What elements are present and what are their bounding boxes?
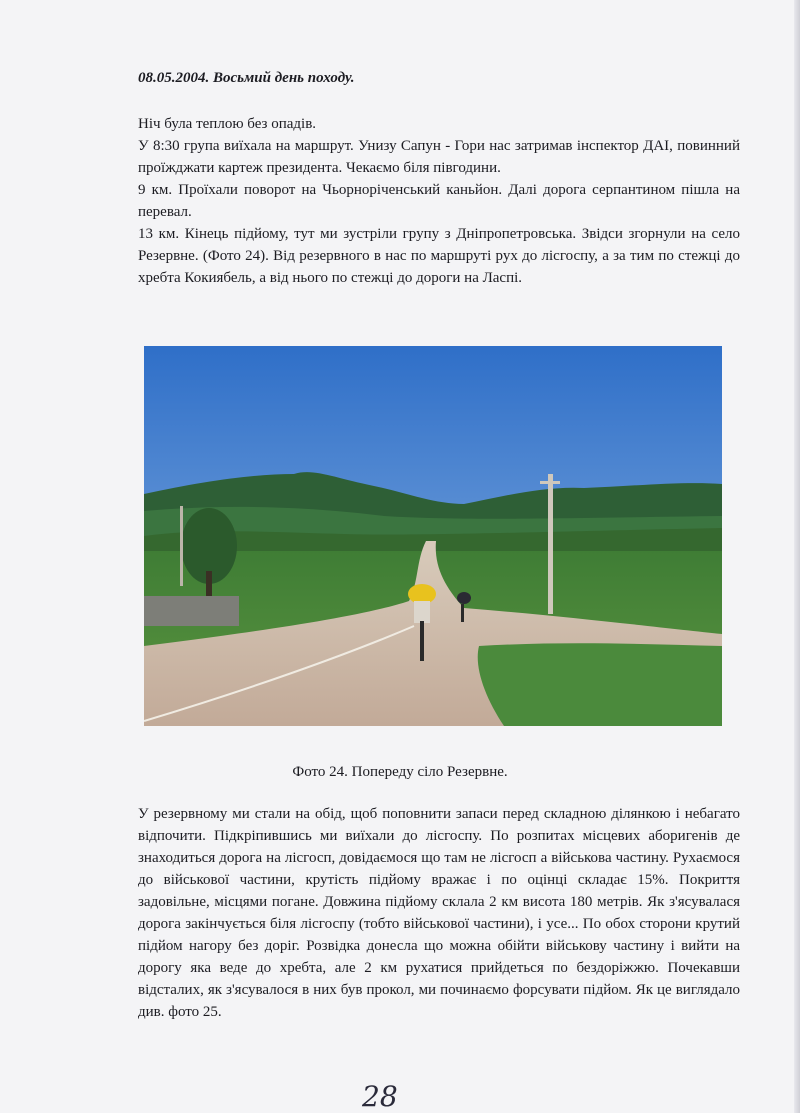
paragraph: 13 км. Кінець підйому, тут ми зустріли групу з Дніпропетровська. Звідси згорнули на село Резервне. (Фото 24). Від резервного в нас по маршруті рух до лісгоспу, а за тим по стежці до хребта Кокиябель, а від нього по стежці до дороги на Ласпі.	[138, 226, 740, 286]
page-edge-shadow	[794, 0, 800, 1113]
photo-caption: Фото 24. Попереду сіло Резервне.	[292, 764, 508, 780]
photo-road-to-rezervne	[144, 346, 722, 726]
paragraph: У резервному ми стали на обід, щоб поповнити запаси перед складною ділянкою і небагато відпочити. Підкріпившись ми виїхали до лісгоспу. По розпитах місцевих аборигенів де знаходиться дорога на лісгосп, довідаємося що там не лісгосп а військова частину. Рухаємося до військової частини, крутість підйому вражає і по оцінці складає 15%. Покриття задовільне, місцями погане. Довжина підйому склала 2 км висота 180 метрів. Як з'ясувалася дорога закінчується біля лісгоспу (тобто військової частини), і усе... По обох сторони крутий підйом нагору без доріг. Розвідка донесла що можна обійти військову частину і вийти на дорогу яка веде до хребта, але 2 км рухатися прийдеться по бездоріжжю. Почекавши відсталих, як з'ясувалося в них був прокол, ми починаємо форсувати підйом. Як це виглядало див. фото 25.	[138, 806, 740, 1020]
grass-verge	[478, 643, 722, 726]
bicycle-wheel	[461, 604, 464, 622]
paragraph: У 8:30 група виїхала на маршрут. Унизу Сапун - Гори нас затримав інспектор ДАІ, повинний проїжджати картеж президента. Чекаємо біля півгодини.	[138, 138, 740, 176]
paragraph: Ніч була теплою без опадів.	[138, 116, 317, 132]
stone-wall	[144, 596, 239, 626]
bicycle-wheel	[420, 621, 424, 661]
photo-illustration	[144, 346, 722, 726]
utility-pole-crossbar	[540, 481, 560, 484]
cyclist-bag	[414, 601, 430, 623]
cyclist-second	[457, 592, 471, 604]
intro-text	[138, 113, 740, 289]
page-number: 28	[362, 1080, 398, 1113]
day-heading: 08.05.2004. Восьмий день походу.	[138, 70, 355, 86]
utility-pole	[548, 474, 553, 614]
body-text	[138, 803, 740, 1023]
pole	[180, 506, 183, 586]
paragraph: 9 км. Проїхали поворот на Чьорноріченський каньйон. Далі дорога серпантином пішла на перевал.	[138, 182, 740, 220]
